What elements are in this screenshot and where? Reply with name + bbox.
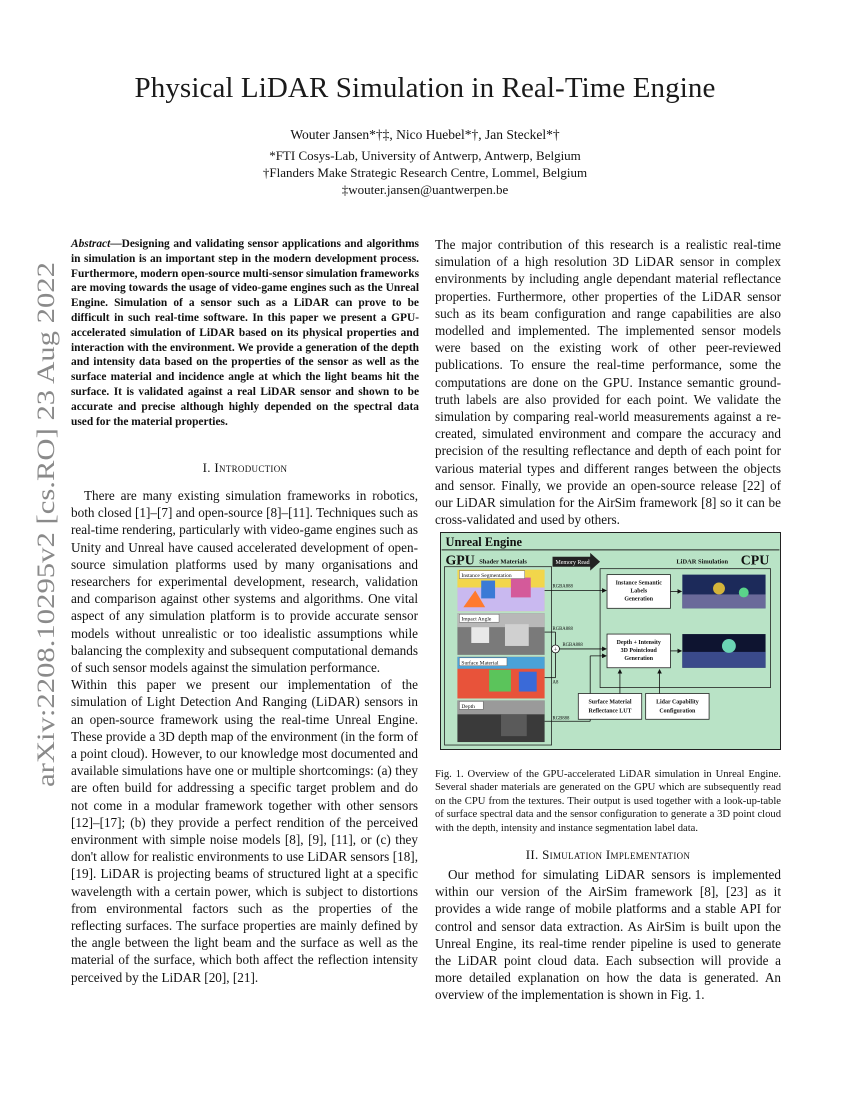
contribution-paragraph <box>435 236 781 528</box>
lidar-box-line-2: Configuration <box>659 708 696 715</box>
lidar-config-box <box>646 694 709 720</box>
affiliation-1: *FTI Cosys-Lab, University of Antwerp, Antwerp, Belgium <box>269 148 581 163</box>
affiliation-2: †Flanders Make Strategic Research Centre, Lommel, Belgium <box>262 165 588 180</box>
section-heading-introduction: I. Introduction <box>202 460 288 475</box>
paper-title: Physical LiDAR Simulation in Real-Time Engine <box>134 72 716 104</box>
introduction-body <box>71 487 418 986</box>
channel-label-3: RGBA888 <box>562 642 583 648</box>
abstract-text: —Designing and validating sensor applications and algorithms in simulation is an important step in the modern development process. Furthermore, modern open-source multi-sensor simulation frameworks are moving towards the usage of video-game engines such as the Unreal Engine. Simulation of a sensor such as a LiDAR can prove to be difficult in such real-time software. In this paper we present a GPU-accelerated simulation of LiDAR based on its physical properties and interaction with the environment. We provide a generation of the depth and intensity data based on the properties of the sensor as well as the surface material and incidence angle at which the light beams hit the surface. It is validated against a real LiDAR sensor and shown to be accurate and precise although highly depended on the spectral data used for the material properties. <box>71 238 420 428</box>
lidar-box-line-1: Lidar Capability <box>656 699 699 706</box>
depth-box-line-1: Depth + Intensity <box>616 639 661 646</box>
arxiv-stamp <box>8 255 68 795</box>
channel-label-5: RGB888 <box>552 716 570 722</box>
figure-1-svg <box>441 533 780 749</box>
semantic-box-line-2: Labels <box>630 588 648 595</box>
memory-read-label: Memory Read <box>555 560 590 567</box>
panel-label-surface-material: Surface Material <box>461 660 499 667</box>
lidar-simulation-label: LiDAR Simulation <box>676 558 729 566</box>
figure-1-caption: Fig. 1. Overview of the GPU-accelerated LiDAR simulation in Unreal Engine. Several shader materials are generated on the GPU which are subsequently read on the CPU from the textures. Their output is used together with a look-up-table of surface spectral data and the sensor configuration to generate a 3D point cloud with the depth, intensity and instance segmentation label data. <box>435 769 781 834</box>
abstract <box>71 237 419 429</box>
intro-paragraph-2: Within this paper we present our implementation of the simulation of Light Detection And Ranging (LiDAR) sensors in an open-source framework using the real-time Unreal Engine. These provide a 3D depth map of the environment (in the form of a point cloud). However, to our knowledge most documented and available simulations have one or multiple shortcomings: (a) they are often build for addressing a specific target problem and do not come in a modular framework together with other sensors [12]–[17]; (b) they provide a perfect rendition of the perceived environment with simple noise models [8], [9], [11], or (c) they don't allow for realistic environments to use LiDAR sensors [18], [19]. LiDAR is projecting beams of structured light at a specific wavelength with a certain power, which is subject to distortions from environmental factors such as the properties of the reflecting surfaces. The surface properties are mainly defined by the angle between the light beam and the surface as well as the material of the surface, which both affect the reflection intensity perceived by the LiDAR [20], [21]. <box>71 677 418 985</box>
panel-label-instance-segmentation: Instance Segmentation <box>461 573 512 580</box>
panel-label-impact-angle: Impact Angle <box>461 616 492 623</box>
reflectance-lut-box <box>578 694 641 720</box>
unreal-engine-label: Unreal Engine <box>445 534 522 549</box>
lut-box-line-2: Reflectance LUT <box>588 708 632 715</box>
simulation-body <box>435 866 781 1004</box>
simulation-paragraph-1: Our method for simulating LiDAR sensors is implemented within our version of the AirSim framework [8], [23] as it provides a wide range of mobile platforms and a stable API for control and sensor data extraction. As AirSim is built upon the Unreal Engine, its real-time render pipeline is used to generate the LiDAR point cloud data. Each subsection will provide a more detailed explanation on how the data is generated. An overview of the implementation is shown in Fig. 1. <box>435 867 781 1003</box>
intro-paragraph-1: There are many existing simulation frameworks in robotics, both closed [1]–[7] and open-source [8]–[11]. Techniques such as real-time rendering, particularly with video-game engines such as Unity and Unreal have caused accelerated development of open-source simulation platforms used by many organisations and researchers for experimental development, research, validation and comparison against other systems and algorithms. One vital aspect of any simulation platform is to provide accurate sensor models without unrealistic or too idealistic assumptions while balancing the complexity and subsequent computational demands of such sensor models against the simulation performance. <box>71 488 418 676</box>
figure-1-diagram <box>440 532 781 750</box>
author-list: Wouter Jansen*†‡, Nico Huebel*†, Jan Steckel*† <box>290 127 560 142</box>
channel-label-4: A8 <box>552 680 559 686</box>
cpu-label: CPU <box>740 553 770 569</box>
depth-box-line-3: Generation <box>624 655 654 662</box>
arxiv-id: arXiv:2208.10295v2 [cs.RO] 23 Aug 2022 <box>33 359 60 787</box>
abstract-label: Abstract <box>71 238 111 250</box>
affiliation-email: ‡wouter.jansen@uantwerpen.be <box>341 182 509 197</box>
depth-box-line-2: 3D Pointcloud <box>620 647 657 654</box>
combine-plus: + <box>553 646 558 654</box>
section-heading-simulation: II. Simulation Implementation <box>525 847 691 862</box>
contribution-text: The major contribution of this research is a realistic real-time simulation of a high resolution 3D LiDAR sensor in complex environments by including angle dependant material reflectance properties. Furthermore, other properties of the LiDAR sensor such as its beam configuration and range capabilities are also modelled and implemented. The implemented sensor models were based on the existing work of other peer-reviewed publications. To ensure the real-time performance, some the computations are done on the GPU. Instance semantic ground-truth labels are also provided for each point. We validate the simulation by comparing real-world measurements against a re-created, simulated environment and compare the accuracy and precision of the resulting reflectance and depth of each point for various material types and different ranges between the objects and sensor. Finally, we provide an open-source release [22] of our LiDAR simulation for the AirSim framework [8] so it can be cross-validated and used by others. <box>435 237 781 528</box>
channel-label-1: RGBA888 <box>552 584 573 590</box>
semantic-box-line-1: Instance Semantic <box>615 580 662 587</box>
shader-materials-label: Shader Materials <box>479 558 527 566</box>
semantic-box-line-3: Generation <box>624 596 654 603</box>
panel-label-depth: Depth <box>461 703 475 710</box>
lut-box-line-1: Surface Material <box>588 699 632 706</box>
channel-label-2: RGBA888 <box>552 627 573 633</box>
gpu-label: GPU <box>445 553 475 569</box>
